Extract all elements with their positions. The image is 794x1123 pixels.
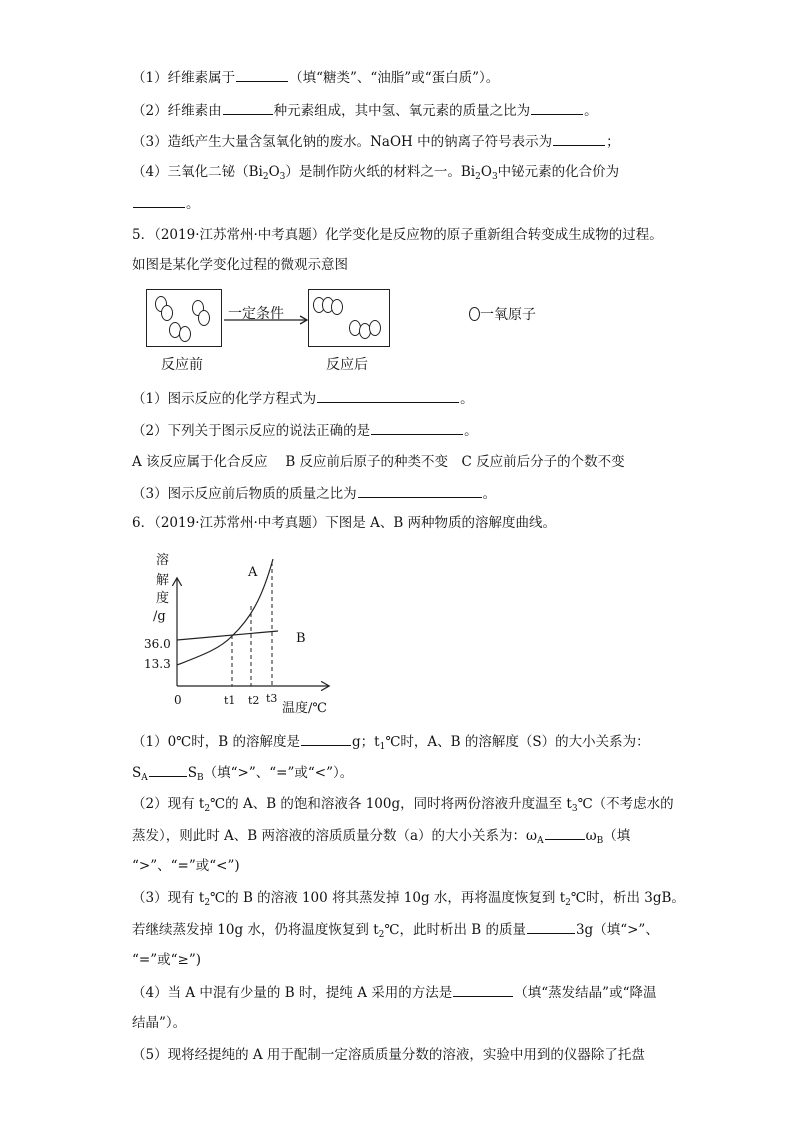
answer-blank[interactable] [301,732,351,746]
q5-part3: （3）图示反应前后物质的质量之比为 。 [132,486,497,502]
q5-part1: （1）图示反应的化学方程式为 。 [132,391,474,407]
solubility-chart [140,544,340,719]
oxygen-atom [161,305,173,321]
y-label-3: 度 [156,591,170,606]
q6-part2-line2: 蒸发），则此时 A、B 两溶液的溶质质量分数（a）的大小关系为：$\omega_A$ $\omega_B$（填 [132,828,631,846]
q6-part4-line2: 结晶”）。 [132,1015,187,1031]
answer-blank[interactable] [317,389,459,403]
series-b-label: B [296,631,306,646]
x-tick-t1: t1 [224,694,236,707]
x-axis-label: 温度/℃ [282,701,327,716]
before-label: 反应前 [161,357,203,373]
q6-part3-line2: 若继续蒸发掉 10g 水，仍将温度恢复到 $t_2℃$，此时析出 B 的质量 3g（填“>”、 [132,922,659,940]
q4-part1: （1）纤维素属于 （填“糖类”、“油脂”或“蛋白质”）。 [132,70,500,86]
q6-part3-line1: （3）现有 $t_2℃$的 B 的溶液 100 将其蒸发掉 10g 水，再将温度恢复到 $t_2℃$时，析出 3gB。 [132,890,685,908]
x-tick-t2: t2 [248,694,260,707]
answer-blank[interactable] [531,101,583,115]
answer-blank[interactable] [149,763,187,777]
answer-blank[interactable] [358,484,482,498]
reaction-condition: 一定条件 [228,306,284,322]
y-label-1: 溶 [156,553,170,568]
q6-part1-line2: $S_A$ $S_B$（填“>”、“=”或“<”）。 [132,765,354,783]
q6-part5: （5）现将经提纯的 A 用于配制一定溶质质量分数的溶液，实验中用到的仪器除了托盘 [132,1047,645,1063]
y-label-2: 解 [156,573,170,588]
oxygen-atom [198,310,210,326]
answer-blank[interactable] [453,983,513,997]
series-b-line [177,631,278,640]
q4-part3: （3）造纸产生大量含氢氧化钠的废水。NaOH 中的钠离子符号表示为 ； [132,134,620,150]
q6-part4-line1: （4）当 A 中混有少量的 B 时，提纯 A 采用的方法是 （填“蒸发结晶”或“降温 [132,985,657,1001]
q6-part2-line3: “>”、“=”或“<”) [132,858,240,874]
answer-blank[interactable] [545,826,585,840]
oxygen-atom [369,320,381,336]
y-label-4: /g [153,609,166,624]
oxygen-atom [179,326,191,342]
q6-stem: 6．（2019·江苏常州·中考真题）下图是 A、B 两种物质的溶解度曲线。 [132,515,557,531]
q5-stem: 5．（2019·江苏常州·中考真题）化学变化是反应物的原子重新组合转变成生成物的过程。 [132,227,663,243]
after-reaction-box [308,289,390,347]
y-tick-13-3: 13.3 [144,657,171,671]
q5-part2: （2）下列关于图示反应的说法正确的是 。 [132,423,478,439]
q5-stem-2: 如图是某化学变化过程的微观示意图 [132,257,348,273]
answer-blank[interactable] [371,421,463,435]
q4-part2: （2）纤维素由 种元素组成，其中氢、氧元素的质量之比为 。 [132,103,598,119]
legend-oxygen-atom-icon [469,307,480,321]
before-reaction-box [146,289,222,347]
q6-part3-line3: “=”或“≥”) [132,952,201,968]
series-a-curve [177,559,273,665]
q6-part2-line1: （2）现有 $t_2℃$的 A、B 的饱和溶液各 100g，同时将两份溶液升度温至 $t_3℃$（不考虑水的 [132,796,674,814]
y-tick-36: 36.0 [144,637,171,651]
answer-blank[interactable] [223,101,273,115]
origin-label: 0 [174,693,182,707]
q4-part4: （4）三氧化二铋$(Bi_2O_3)$是制作防火纸的材料之一。$Bi_2O_3$中铋元素的化合价为 [132,164,620,182]
answer-blank[interactable] [236,68,288,82]
x-tick-t3: t3 [266,692,278,705]
after-label: 反应后 [326,357,368,373]
legend-label: 一氧原子 [480,307,536,323]
answer-blank[interactable] [527,920,575,934]
q5-options: A 该反应属于化合反应 B 反应前后原子的种类不变 C 反应前后分子的个数不变 [132,454,625,470]
series-a-label: A [248,565,258,580]
answer-blank[interactable] [133,194,185,208]
oxygen-atom [331,299,343,315]
q4-part4-end: 。 [132,194,200,213]
answer-blank[interactable] [553,132,605,146]
q6-part1-line1: （1）0℃时，B 的溶解度是 g；$t_1℃$时，A、B 的溶解度（S）的大小关系为： [132,734,650,752]
